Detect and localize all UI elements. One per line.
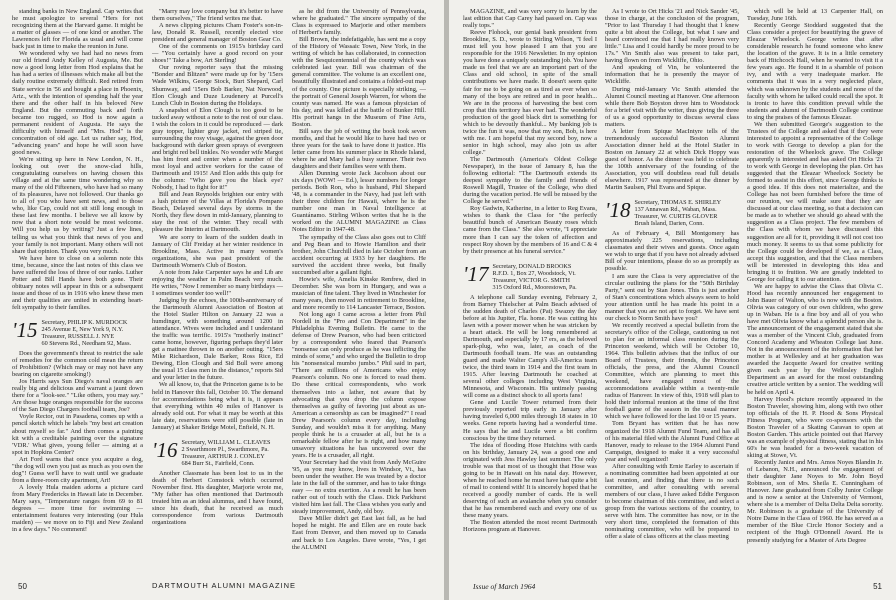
paragraph: Voyle Rector, out in Pasadena, comes up with a pencil sketch which he labels "my best art creation about myself so far." And then comes a painting kit with a creditable painting over the signature 'VDR.' What gives, young feller — aiming at a spot in Hopkins Center? (12, 413, 143, 456)
right-column-2 (605, 8, 739, 564)
left-column-2 (152, 8, 283, 564)
paragraph: We all know, to, that the Princeton game is to be held in Hanover this fall, October 10. The demand for accommodations being what it is, it appears that everything within 40 miles of Hanover is already sold out. For what it may be worth at this late date, reservations were still possible (late in January) at Shaker Bridge Motel, Enfield, N. H. (152, 381, 283, 431)
right-column-3 (747, 8, 883, 564)
paragraph: A telephone call Sunday evening, February 2, from Barney Thielscher at Palm Beach advised of the sudden death of Charles (Pat) Swazey the day before at his Jupiter, Fla. home. He was cutting his lawn with a power mower when he was stricken by a heart attack. He will be long remembered at Dartmouth, and especially by 17 ers, as the beloved spark-plug, who was, later, as coach of the Dartmouth football team. He was an outstanding guard and made Walter Camp's All-America team twice, the third team in 1914 and the first team in 1915. After leaving Dartmouth he coached at several other colleges including West Virginia, Minnesota, and Wisconsin. His untimely passing will come as a distinct shock to all sports fans! (463, 293, 597, 400)
paragraph: A letter from Spique MacIntyre tells of the tremendously successful Boston Alumni Association dinner held at the Hotel Statler in Boston on January 22 at which Dick Hoppy was guest of honor. As the dinner was held to celebrate the 100th anniversary of the founding of the Association, you will doubtless read full details elsewhere. 1917 was represented at the dinner by Martin Saulsen, Phil Evans and Spique. (605, 127, 739, 192)
left-page (0, 0, 444, 600)
secretary-label: Secretary, DONALD BROOKS (492, 262, 572, 270)
paragraph: A snapshot of Elon Clough is too good to be tucked away without a note to the rest of our class. I wish the colors in it could be reproduced — dark gray topper, lighter gray jacket, red striped tie, surrounding the rosy visage, against the green door background with darker green sprays of evergreen and bright red bell tinkles. No wonder wife Margot has him front and center when a number of the most loyal and active workers for the cause of Dartmouth and 1915! And Elon adds this quip for the column: "Who gave you the black eye? Nobody, I had to fight for it!" (152, 106, 283, 192)
paragraph: Bill says the job of writing the book took seven months, and that he would like to have had two or three years for the task to have done it justice. His letter came from his summer place in Rhode Island, where he and Mary had a busy summer. Their two daughters and their families were with them. (292, 127, 426, 171)
paragraph: Dave Miller didn't get East last fall, as he had hoped he might. He and Ellen are en route back East from Denver, and then moved up to Canada and back to Los Angeles. Dave wrote, "Yes, I get the ALUMNI (292, 515, 426, 551)
secretary-label: Secretary, THOMAS E. SHIRLEY (634, 199, 722, 207)
class-header-1916 (152, 439, 283, 467)
paragraph: Your Secretary had the visit from Andy McGuire '95, as you may know, lives in Windsor, Vt., has been under the weather. He was treated by a doctor late in the fall of the summer, and has to take things easy — no extra exertion. As a result he has been rather out of touch with the Class. Dick Parkhurst visited him last fall. The Class wishes you early and steady improvement, Andy, old boy. (292, 459, 426, 516)
class-year: '17 (463, 261, 489, 286)
magazine-footer: DARTMOUTH ALUMNI MAGAZINE (152, 581, 297, 590)
page-number: 51 (873, 582, 882, 591)
paragraph: I am sure the Class is very appreciative of the circular outlining the plans for the "50th Birthday Party," sent out by Stan Jones. This is just another of Stan's concentrations which always seem to hold your attention until he has made his point in a manner that you are not apt to forget. We have sent our check to Norm Smith have you? (605, 272, 739, 322)
secretary-address: 137 Annawan Rd., Waban, Mass. (634, 206, 717, 214)
secretary-address: 245 Avenue E, New York 9, N.Y. (41, 326, 124, 334)
treasurer-label: Treasurer, ARTHUR J. CONLEY (181, 452, 265, 460)
paragraph: Reeve Flohock, our genial bank president from Brookline, S. D., wrote to Stirling Wilson, "I feel I must tell you how pleased I am that you are responsible for the 1916 Newsletter. In my opinion you have done a uniquely outstanding job. You have made us feel that we are an important part of the Class and old school, in spite of the small contributions we have made. It doesn't seem quite fair for me to be going on as tired as ever when so many of the boys are retired and in poor health... We are in the process of harvesting the best corn crop that this territory has ever had. The wonderful production of the good black dirt is something for which to be devoutly thankful... My banking job is twice the fun it was, now that my son, Bob, is here with me. I am hopeful that my second boy, now a senior in high school, may also join us after college." (463, 29, 597, 156)
paragraph: Does the government's threat to restrict the sale of remedies for the common cold mean the return of Prohibition? (Which may or may not have any bearing on cigarette smoking!) (12, 350, 143, 379)
left-column-3 (292, 8, 426, 564)
paragraph: We are sorry to learn of the sudden death in January of Clif Freiday at her winter residence in Brookline, Mass. Active in many women's organizations, she was past president of the Dartmouth Women's Club of Boston. (152, 233, 283, 269)
paragraph: Gene and Lucile Tower returned from their previously reported trip early in January after having traveled 6,000 miles through 18 states in 10 weeks. Gene reports having had a wonderful time. He says that he and Lucile were a bit confirm conscious by the time they returned. (463, 399, 597, 442)
paragraph: We have here to close on a solemn note this time, because, since the last notes of this class we have suffered the loss of three of our ranks. Luther Potter and Bill Hands have both gone. Their obituary notes will appear in this or a subsequent issue and those of us in 1916 who knew these men and their qualities are united in extending heart-felt sympathy to their families. (12, 254, 143, 311)
paragraph: Recently George Stoddard suggested that the Class consider a project for beautifying the grave of Eleazar Wheelock. George writes that after considerable research he found someone who knew the location of the grave. It is in a little cemetery back of Hitchcock Hall, when he wanted to visit it a few years ago. He found it in a shamble of poison ivy, and with a very inadequate marker. He comments that it was in a very neglected place, which was unknown by the students and none of the faculty with whom he talked could recall the spot. It is ironic to have this condition prevail while the students and alumni of Dartmouth College continue to sing the praises of the famous Eleazar. (747, 22, 883, 121)
paragraph: standing banks in New England. Cap writes that he must apologize to several "Hers for not recognizing them at the Harvard game. It might be a matter of glasses — of one kind or another. The Lawrences left for Florida as usual and will come back just in time to make the reunion in June. (12, 8, 143, 51)
paragraph: as he did from the University of Pennsylvania, where he graduated." The sincere sympathy of the Class is expressed to Marjorie and other members of Herbert's family. (292, 8, 426, 37)
paragraph: A note from Jake Carpenter says he and Lib are enjoying the weather in Palm Beach very much. He writes, "Now I remember so many birthdays — I sometimes wonder too well!" (152, 268, 283, 297)
treasurer-label: Treasurer, RUSSELL J. NYE (41, 333, 115, 341)
paragraph: Our roving reporter says that the missing "Bonder and Blitzen" were made up for by '15ers Wade Wilkins, George Stock, Burt Shepard, Carl Shumway, and '15ers Bob Barker, Nat Norwood, Elon Clough and Duze Loudenery at Purcell's Lunch Club in Boston during the Holidays. (152, 64, 283, 107)
paragraph: MAGAZINE, and was very sorry to learn by the last edition that Cap Carey had passed on. Cap was really tops." (463, 8, 597, 30)
class-header-1915 (12, 319, 143, 347)
paragraph: A lovely Hula maiden adorns a picture card from Mary Fredericks in Hawaii late in December. Mary says, "Temperature ranges from 69 to 81 degrees — more time for swimming — entertainment features very interesting (our Hula maiden) — we move on to Fiji and New Zealand in a few days." No comment! (12, 483, 143, 534)
paragraph: Judging by the echoes, the 100th-anniversary of the Dartmouth Alumni Association of Boston at the Hotel Statler Hilton on January 22 was a humdinger, with something around 1200 in attendance. Wives were included and I understand the traffic was terrific. 1915's "motherly instinct" came home, however, figuring perhaps they'd later get a matinee thrown in on another outing. "15ers Mike Richardson, Dale Barker, Ross Rice, Ed Dewing, Elon Clough and Sid Bull were among the usual 15 class men in the distance," reports Sid and your letter in the future. (152, 296, 283, 382)
class-header-1917 (463, 263, 597, 291)
paragraph: As of February 4, Bill Montgomery has approximately 225 reservations, including classmates and their wives and guests. Once again we wish to urge that if you have not already advised Bill of your intentions, please do so as promptly as possible. (605, 230, 739, 273)
paragraph: Bill and Jean Reynolds brighten our entry with a lush picture of the Villas at Florida's Pompano Beach, Delayed several days by storms in the North, they flew down in mid-January, planning to stay the rest of the winter. They recall with pleasure the Interim at Dartmouth. (152, 191, 283, 234)
class-year: '16 (152, 437, 178, 462)
paragraph: The Boston attended the most recent Dartmouth Horizons program at Hanover. (463, 519, 597, 534)
paragraph: Jos Harris says Sun Diego's naval oranges are really big and delicious and warrant a jaunt down there for a "look-see." "Like others, you may say." Are those huge oranges responsible for the success of the San Diego Chargers football team, Joe? (12, 378, 143, 414)
treasurer-label: Treasurer, W. CURTIS GLOVER (634, 213, 718, 221)
class-header-1918 (605, 199, 739, 227)
class-year: '18 (605, 198, 631, 223)
paragraph: The sympathy of the Class also goes out to Cliff and Peg Bean and to Howie Hamilton and their brother, John Churchill died in late October from an accident occurring at 1933 by her daughters. He survived the accident three weeks, but finally succumbed after a gallant fight. (292, 233, 426, 276)
paragraph: And speaking of Vin, he volunteered the information that he is presently the mayor of Wickliffe. (605, 64, 739, 86)
secretary-address: R.F.D. 1, Box 27, Woodstock, Vt. (492, 269, 576, 277)
right-column-1 (463, 8, 597, 564)
paragraph: Roy Gadwin, Katherine, in a letter to Reg Evans, wishes to thank the Class for "the perfectly beautiful bunch of American Beauty roses which came from the Class." She also wrote, "I appreciate more than I can say the token of affection and respect Roy shown by the members of 16 and C & 4 by their presence at his funeral service." (463, 205, 597, 255)
paragraph: The idea of flooding Hose Hutchins with cards on his birthday, January 24, was a good one and originated with Jess Hawley last summer. The only trouble was that most of us thought that Hose was going to be in Hawaii on his natal day. However, when he reached home he must have had quite a bit of mail to contend with! It is sincerely hoped that he received a goodly number of cards. He is well deserving of such an avalanche when you consider that he has remembered each and every one of us these many years. (463, 441, 597, 520)
paragraph: During mid-January Vic Smith attended the Alumni Council meeting at Hanover. One afternoon while there Bob Boyston drove him to Woodstock for a brief visit with the writer, thus giving the three of us a good opportunity to discuss several class matters. (605, 85, 739, 128)
paragraph: One of the comments on 1915's birthday card — "You certainly have a good record on your shoes!" Take a bow, Art Sterling! (152, 43, 283, 65)
paragraph: As I wrote to Ort Hicks '21 and Nick Sander '45, those in charge, at the conclusion of the program, "Prior to last Thursday I had thought that I knew quite a bit about the College, but what I saw and heard convinced me that I had really known very little." Lisa and I could hardly be more proud to be 17s." Vin Smith also was present to take part, having flown on from Wickliffe, Ohio. (605, 8, 739, 65)
paragraph: Art Ford warns that once you acquire a dog, "the dog will own you just as much as you own the dog"! Guess we'll have to wait until we graduate from a three-room city apartment, Art! (12, 455, 143, 484)
treasurer-address: 315 Oxford Rd., Moorestown, Pa. (492, 283, 577, 291)
paragraph: We're sitting up here in New London, N. H., looking out over the snow-clad hills, congratulating ourselves on having chosen this village and at the same time wondering why so many of the old Fifteeners, who have had so many of its pleasures, have not followed. Our thanks go to all of you who have sent news, and to those who, like Cap, could not sit still long enough in these last few months. I believe we all know by now that a short note would be most welcome. Will you help us by writing? Just a few lines, telling us what you think that news of you and your family is not important. Many others will not share that opinion. Thank you very much. (12, 155, 143, 255)
paragraph: Recently Janice and Mrs. Amos Noyes Blandin Jr. of Lebanon, N.H., announced the engagement of their daughter Jane Noyes to Mr. John Boyd Robinson, son of Mrs. Sheila E. Cunningham of Hanover. Jane graduated from Colby Junior College and is now a senior at the University of Vermont, where she is a member of Delta Delta Delta sorority. Mr. Robinson is a graduate of the University of Notre Dame in the Class of 1960. He has served as a member of the Blue Circle Honor Society and a recipient of the Hugh O'Donnell Award. He is presently studying for a Master of Arts Degree (747, 459, 883, 544)
paragraph: Tom Bryant has written that he has now organized the 1918 Alumni Fund Team, and has all of his material filed with the Alumni Fund Office at Hanover, ready to release to the 1964 Alumni Fund Campaign, designed to make it a very successful year and well organized! (605, 420, 739, 463)
paragraph: Allen Dunning wrote Jack Jacobson about our six days (WOW! — Ed.), lesser numbers for longer periods. Both Ron, who is husband, Phil Shepard '48, is a commander in the Navy, had just left with their three children for Hawaii, where he is the number one man in Naval Intelligence at Guantánamo. Stirling Wilson writes that he is the worked on the ALUMNI MAGAZINE as Class Notes Editor in 1947-48. (292, 170, 426, 234)
paragraph: Harvey Hood's picture recently appeared in the Boston Traveler, showing him, along with two other top officials of the H. P. Hood & Sons Physical Fitness Program, who were co-sponsors with the Boston Traveler of a Skating Caravan to open at Boston Garden. This article pointed out that Harvey was an example of physical fitness, stating that in his 60's he was headed for a two-week vacation of skiing at Stowe, Vt. (747, 395, 883, 459)
class-year: '15 (12, 318, 38, 343)
secretary-label: Secretary, PHILIP K. MURDOCK (41, 319, 128, 327)
paragraph: The Dartmouth (America's Oldest College Newspaper), in the issue of January 8, has the following editorial: "The Dartmouth extends its deepest sympathy to the family and friends of Roswell Magill, Trustee of the College, who died during the vacation period. He will be missed by the College he served." (463, 155, 597, 206)
paragraph: We wondered why we had had no news from our old friend Andy Kelley of Augusta, Me. But now a good long letter from Hod explains that he has had a series of illnesses which make all but the daily routine extremely difficult. Red retired from State service in '56 and bought a place in Phoenix, Ariz., with the intention of spending half the year there and the other half in his beloved New England. But the commuting back and forth became too rugged, so Hod is now again a permanent resident of Augusta. He says the difficulty with himself and "Mrs. Hod" is the concentration of old age. Let us rather say, Hod, "advancing years" and hope he will soon have good news. (12, 50, 143, 156)
treasurer-address: 684 Burr St., Fairfield, Conn. (181, 459, 255, 467)
secretary-label: Secretary, WILLIAM L. CLEAVES (181, 438, 271, 446)
paragraph: After consulting with Ernie Earley to ascertain if a nominating committee had been appointed at our last reunion, and finding that there is no such committee, and after consulting with several members of our class, I have asked Eddie Ferguson to become chairman of this committee, and select a group from the various sections of the country, to serve with him. The committee has now, or in the very short time, completed the formation of this nominating committee, who will be prepared to offer a slate of class officers at the class meeting (605, 462, 739, 541)
paragraph: Another Classmate has been lost to us in the death of Herbert Comstock which occurred November first. His daughter, Marjorie wrote me, "My father has often mentioned that Dartmouth treated him as an ideal alumnus, and I have found, since his death, that he received as much correspondence from various Dartmouth organizations (152, 469, 283, 527)
right-page (449, 0, 896, 600)
treasurer-address: 60 Stevens Rd., Needham 92, Mass. (41, 340, 132, 348)
paragraph: We are happy to advise the Class that Olivia C. Hood has recently announced her engagement to John Bauer of Walton, who is now with the Boston. Olivia was category of our own children, who grew up in Waban. He is a fine boy and all of you who have met Olivia know what a splendid person she is. The announcement of the engagement stated that she was a member of the Vincent Club, graduated from Concord Academy and Wheaton College last June. Not in the announcement of the information that her mother is at Wellesley and at her graduation was awarded the Jacquette Award for creative writing given each year by the Wellesley English Department as an award for the most outstanding creative article written by a senior. The wedding will be held on April 4. (747, 282, 883, 396)
treasurer-address: Brush Island, Darien, Conn. (634, 220, 704, 228)
paragraph: We recently received a special bulletin from the secretary's office of the College, cautioning us not to plan for an informal class reunion during the Princeton weekend, which will be October 10, 1964. This bulletin advises that the influx of our Board of Trustees, their friends, the Princeton officials, the press, and the Alumni Council Committee, which are planning to meet this weekend, have engaged most of the accommodations available within a twenty-mile radius of Hanover. In view of this, 1918 will plan to hold their informal reunion at the time of the first football game of the season in the usual manner which we have followed for the last 10 or 15 years. (605, 321, 739, 421)
paragraph: A news clipping pictures Cham Foster's son-in-law, Donald R. Russell, recently elected vice president and general manager of Boston Gear Co. (152, 22, 283, 44)
paragraph: Howie's wife, Amelia Kinske Renfrew, died in December. She was born in Hungary, and was a musician of fine talent. They lived in Winchester for many years, then moved in retirement to Brookline, and more recently to 114 Lancaster Terrace, Boston. (292, 275, 426, 311)
paragraph: "Marry may love company but it's better to have them ourselves," The friend writes me that. (152, 8, 283, 23)
paragraph: Bill Brown, the indefatigable, has sent me a copy of the History of Wassaic Town, New York, in the writing of which he has collaborated, in connection with the Sesquicentennial of the county which was celebrated last year. Bill was chairman of the general committee. The volume is an excellent one, beautifully illustrated and contains a folded-out map of the county. One picture is especially striking, — the portrait of General Joseph Warren, for whom the county was named. He was a famous physician of his day, and was killed at the battle of Bunker Hill. His portrait hangs in the Museum of Fine Arts, Boston. (292, 36, 426, 128)
issue-label: Issue of March 1964 (473, 582, 536, 591)
left-column-1 (12, 8, 143, 564)
paragraph: which will be held at 13 Carpenter Hall, on Tuesday, June 16th. (747, 8, 883, 23)
paragraph: We then submitted George's suggestion to the Trustees of the College and asked that if they were interested to appoint a representative of the College to work with George to develop a plan for the restoration of the Wheelock grave. The College apparently is interested and has asked Ort Hicks '21 to work with George in developing the plan. Ort has suggested that the Eleazar Wheelock Society be formed to assist in this effort, since George thinks is a good idea. If this does not materialize, and the College has not been furnished before the time of our reunion, we will make sure that they are discussed at our class meeting, so that a decision can be made as to whether we should go ahead with the suggestion as a Class project. The few members of the Class with whom we have discussed this suggestion are all for it, providing it will not cost too much money. It seems to us that some publicity for the College could be developed if we, as a Class, accept this suggestion, and that the Class members will be interested in developing this idea and bringing it to fruition. We are greatly indebted to George for calling it to our attention. (747, 120, 883, 283)
secretary-address: 2 Swarthmore Pl., Swarthmore, Pa. (181, 445, 269, 453)
page-number: 50 (18, 582, 27, 591)
paragraph: Not long ago I came across a letter from Phil Nordell in the "Pro and Con Department" in the Philadelphia Evening Bulletin. He came to the defense of Drew Pearson, who had been criticized by a correspondent who feared that Pearson's "nonsense can only produce as he was inflicting the minds of some," and who urged the Bulletin to drop his "nonsensical mumbo jumbo." Phil said in part, "There are millions of Americans who enjoy Pearson's column. No one is forced to read them. Do these critical correspondents, who work themselves into a lather, not aware that by advocating that you drop the column expose themselves as guilty of favoring just about as un-American a censorship as can be imagined?" I read Drew Pearson's column every day, including Sunday, and wouldn't miss it for anything. Many people think he is a crusader at all, but he is a remarkable fellow after he is right, and how many unsavory situations he has uncovered over the years. He is a crusader, all right. (292, 311, 426, 459)
treasurer-label: Treasurer, VICTOR G. SMITH (492, 276, 570, 284)
